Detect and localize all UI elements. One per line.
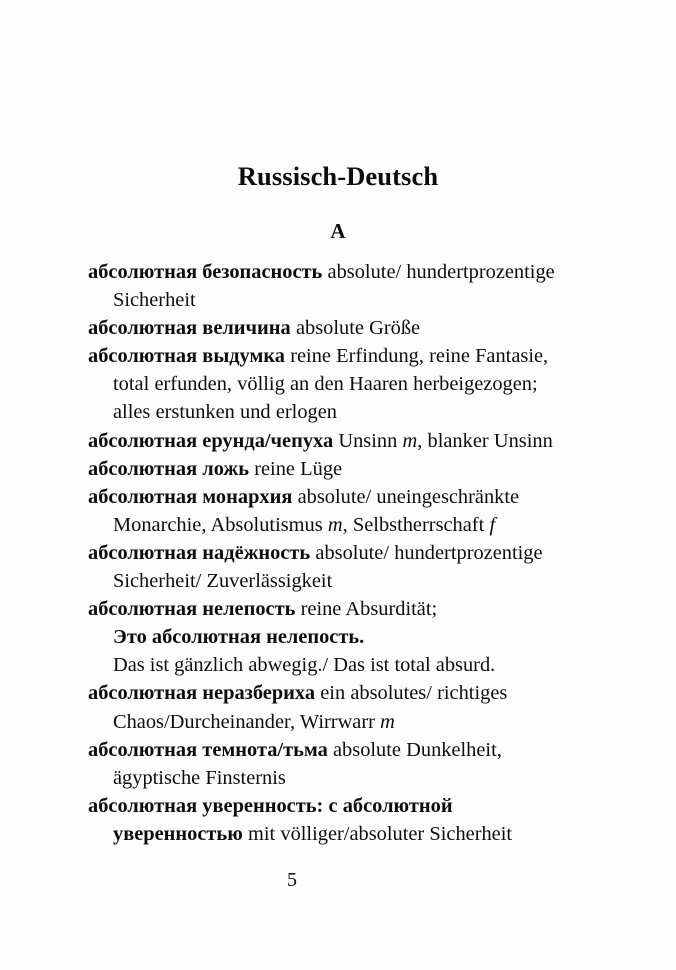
entry-translation: mit völliger/absoluter Sicherheit xyxy=(242,822,513,845)
entry-translation: absolute Dunkelheit, ägyptische Finsternis xyxy=(113,738,502,789)
entry-translation: absolute/ uneingeschränkte Monarchie, Absolutismus xyxy=(113,485,520,536)
entry-headword: абсолютная величина xyxy=(88,317,291,340)
entry-translation: absolute/ hundertprozentige Sicherheit/ Zuverlässigkeit xyxy=(113,541,543,593)
page-title: Russisch-Deutsch xyxy=(237,160,439,191)
dictionary-entry xyxy=(88,483,580,539)
gender-marker: m xyxy=(380,710,395,733)
entry-headword: абсолютная надёжность xyxy=(88,541,311,564)
entry-headword: абсолютная выдумка xyxy=(88,345,286,368)
entry-translation: absolute Größe xyxy=(290,317,421,340)
dictionary-entry xyxy=(88,258,580,314)
entry-headword: абсолютная ложь xyxy=(88,457,250,480)
entry-translation: reine Absurdität; xyxy=(295,598,438,621)
dictionary-entry xyxy=(88,679,580,735)
entry-translation-cont: , Selbstherrschaft xyxy=(342,513,490,536)
entry-headword: абсолютная монархия xyxy=(88,485,293,508)
entry-headword: абсолютная ерунда/чепуха xyxy=(88,429,334,452)
entry-translation: reine Lüge xyxy=(249,457,343,480)
entry-translation-cont: , blanker Unsinn xyxy=(417,429,553,452)
entry-translation: Unsinn xyxy=(333,429,403,452)
dictionary-entry xyxy=(88,539,580,595)
dictionary-entry xyxy=(88,736,580,792)
entry-example xyxy=(88,623,580,651)
page-number: 5 xyxy=(287,869,297,891)
dictionary-entry xyxy=(88,595,580,623)
entry-headword: абсолютная нелепость xyxy=(88,598,296,621)
dictionary-entry xyxy=(88,342,580,426)
entry-list xyxy=(88,258,580,848)
gender-marker: m xyxy=(402,429,418,452)
entry-translation: absolute/ hundertprozentige Sicherheit xyxy=(113,261,555,312)
gender-marker: f xyxy=(489,513,496,536)
entry-translation: ein absolutes/ richtiges Chaos/Durcheinander, Wirrwarr xyxy=(113,682,508,733)
gender-marker: m xyxy=(327,513,343,536)
dictionary-entry xyxy=(88,455,580,483)
section-letter-heading: A xyxy=(330,219,346,243)
entry-example-translation xyxy=(88,651,580,679)
dictionary-entry xyxy=(88,314,580,342)
example-target: Das ist gänzlich abwegig./ Das ist total absurd. xyxy=(113,654,496,677)
entry-headword: абсолютная безопасность xyxy=(88,261,323,283)
entry-headword: абсолютная уверенность: с абсолютной уверенностью xyxy=(88,794,453,845)
entry-headword: абсолютная темнота/тьма xyxy=(88,738,328,761)
entry-headword: абсолютная неразбериха xyxy=(88,682,316,705)
entry-translation: reine Erfindung, reine Fantasie, total erfunden, völlig an den Haaren herbeigezogen; alles erstunken und erlogen xyxy=(113,345,549,424)
dictionary-entry xyxy=(88,792,580,848)
example-source: Это абсолютная нелепость. xyxy=(113,626,365,649)
dictionary-entry xyxy=(88,427,580,455)
